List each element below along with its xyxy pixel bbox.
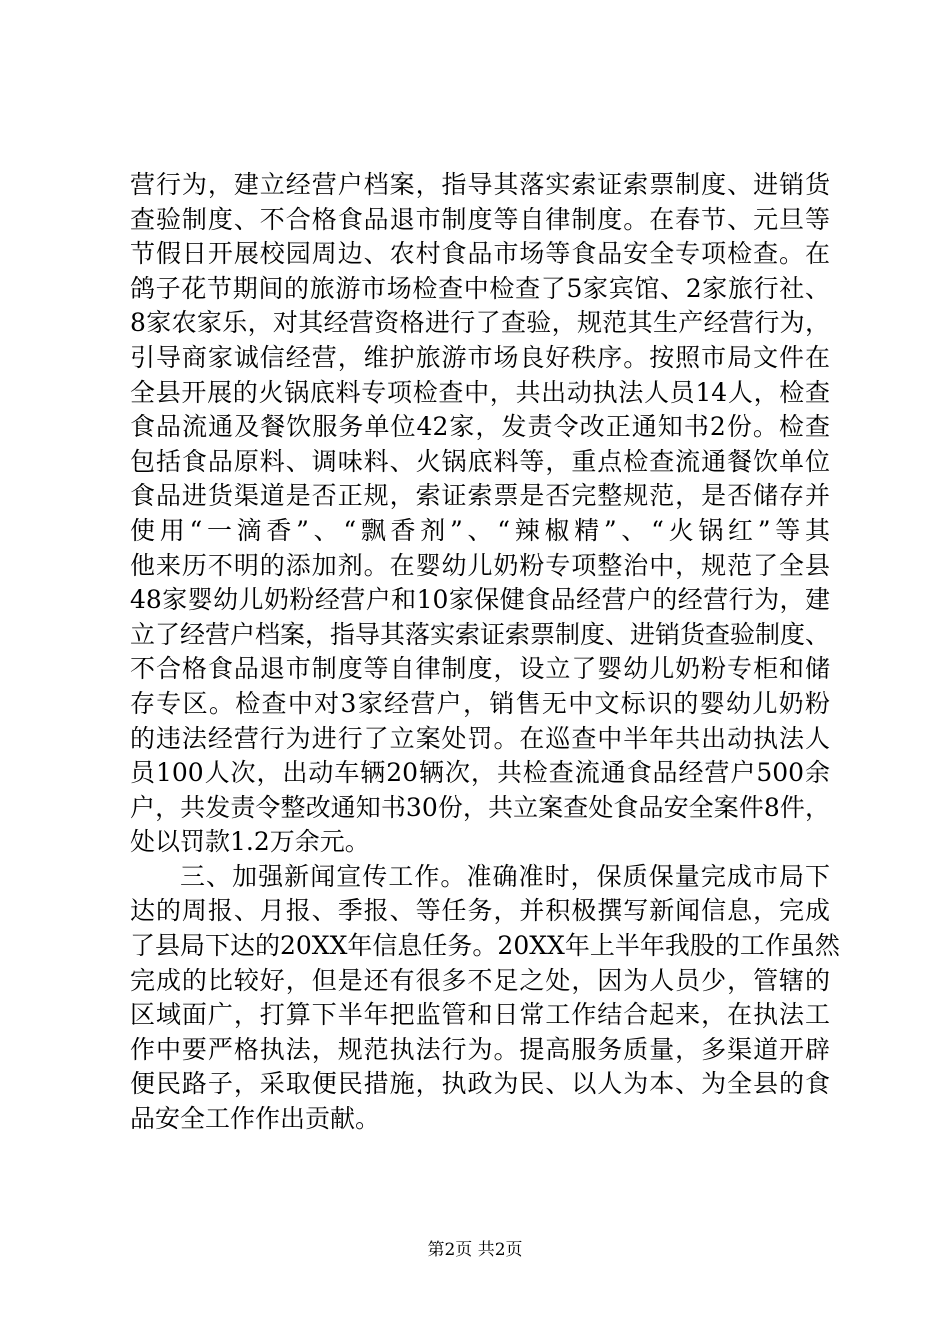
text-line: 8家农家乐，对其经营资格进行了查验，规范其生产经营行为， [130,308,830,338]
text-line: 了县局下达的20XX年信息任务。20XX年上半年我股的工作虽然 [130,931,840,961]
text-line: 便民路子，采取便民措施，执政为民、以人为本、为全县的食 [130,1069,830,1099]
text-line: 48家婴幼儿奶粉经营户和10家保健食品经营户的经营行为，建 [130,585,830,615]
paragraph-food-inspection [130,168,830,860]
text-line: 节假日开展校园周边、农村食品市场等食品安全专项检查。在 [130,239,830,269]
text-line: 员100人次，出动车辆20辆次，共检查流通食品经营户500余 [130,758,830,788]
text-line: 食品进货渠道是否正规，索证索票是否完整规范，是否储存并 [130,481,830,511]
text-line: 品安全工作作出贡献。 [130,1104,381,1134]
text-line: 完成的比较好，但是还有很多不足之处，因为人员少，管辖的 [130,965,830,995]
text-line: 立了经营户档案，指导其落实索证索票制度、进销货查验制度、 [130,619,831,649]
text-line: 作中要严格执法，规范执法行为。提高服务质量，多渠道开辟 [130,1034,830,1064]
text-line: 使用“一滴香”、“飘香剂”、“辣椒精”、“火锅红”等其 [130,515,830,545]
text-line: 全县开展的火锅底料专项检查中，共出动执法人员14人，检查 [130,377,830,407]
text-line: 他来历不明的添加剂。在婴幼儿奶粉专项整治中，规范了全县 [130,550,830,580]
text-line: 查验制度、不合格食品退市制度等自律制度。在春节、元旦等 [130,204,830,234]
text-line: 处以罚款1.2万余元。 [130,827,370,857]
text-line: 区域面广，打算下半年把监管和日常工作结合起来，在执法工 [130,1000,830,1030]
text-line: 鸽子花节期间的旅游市场检查中检查了5家宾馆、2家旅行社、 [130,273,830,303]
text-line: 达的周报、月报、季报、等任务，并积极撰写新闻信息，完成 [130,896,830,926]
text-line: 三、加强新闻宣传工作。准确准时，保质保量完成市局下 [180,861,830,891]
text-line: 引导商家诚信经营，维护旅游市场良好秩序。按照市局文件在 [130,342,830,372]
document-body [130,168,840,1137]
text-line: 营行为，建立经营户档案，指导其落实索证索票制度、进销货 [130,170,830,199]
paragraph-news-publicity [130,860,840,1137]
page-number-footer: 第2页 共2页 [427,1240,523,1260]
text-line: 户，共发责令整改通知书30份，共立案查处食品安全案件8件， [130,792,830,822]
text-line: 不合格食品退市制度等自律制度，设立了婴幼儿奶粉专柜和储 [130,654,830,684]
text-line: 食品流通及餐饮服务单位42家，发责令改正通知书2份。检查 [130,412,830,442]
text-line: 的违法经营行为进行了立案处罚。在巡查中半年共出动执法人 [130,723,830,753]
text-line: 存专区。检查中对3家经营户，销售无中文标识的婴幼儿奶粉 [130,688,830,718]
text-line: 包括食品原料、调味料、火锅底料等，重点检查流通餐饮单位 [130,446,830,476]
